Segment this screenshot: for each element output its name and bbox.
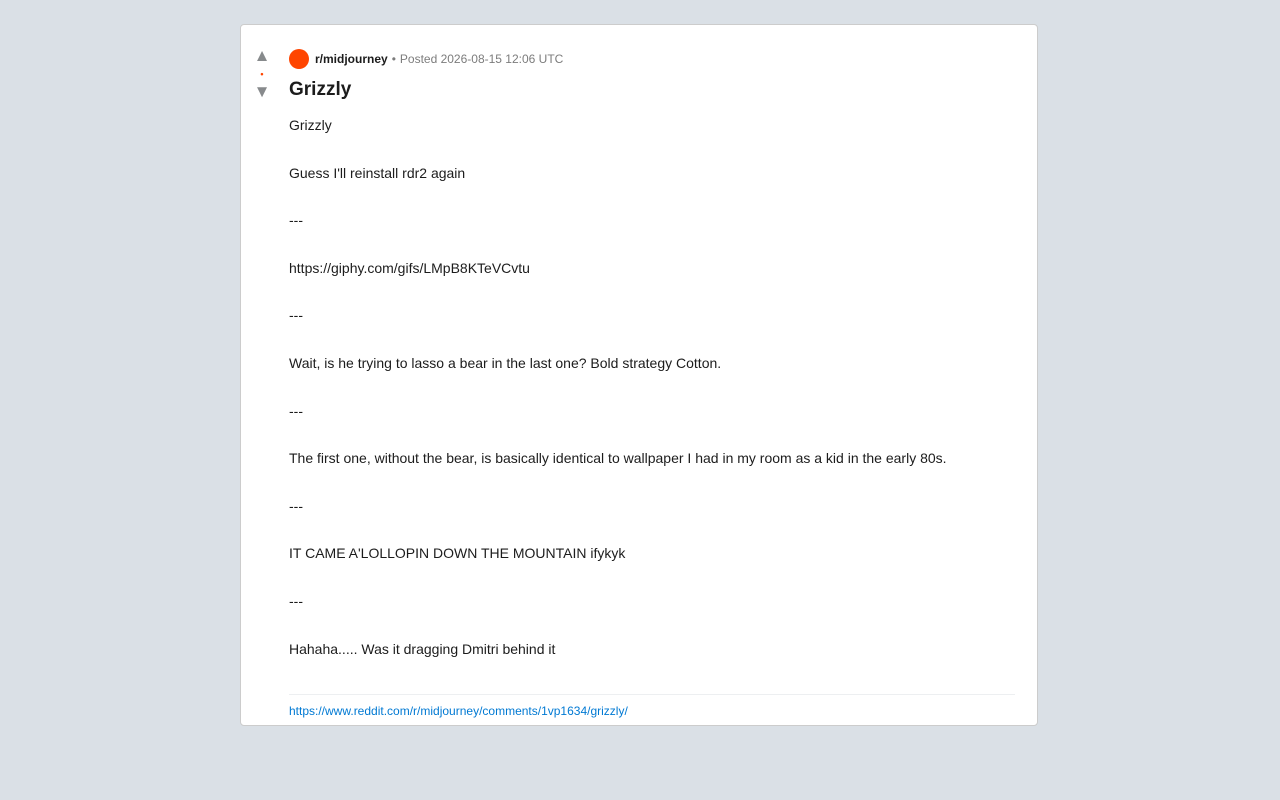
post-footer [289,694,1015,718]
body-paragraph: --- [289,497,303,514]
body-paragraph: --- [289,592,303,609]
body-paragraph: https://giphy.com/gifs/LMpB8KTeVCvtu [289,259,530,276]
posted-timestamp: Posted 2026-08-15 12:06 UTC [399,52,564,66]
post-title[interactable]: Grizzly [289,79,352,100]
downvote-arrow-icon[interactable]: ▼ [253,82,271,101]
vote-column [252,47,272,101]
meta-separator: • [391,52,396,66]
subreddit-link[interactable]: r/midjourney [315,52,388,66]
body-paragraph: Grizzly [289,117,332,133]
body-paragraph: The first one, without the bear, is basically identical to wallpaper I had in my room as a kid in the early 80s. [289,450,947,467]
post-meta [289,49,1015,69]
vote-score: • [260,69,264,79]
subreddit-avatar[interactable] [289,49,309,69]
body-paragraph: --- [289,307,303,324]
body-paragraph: IT CAME A'LOLLOPIN DOWN THE MOUNTAIN ifykyk [289,545,626,562]
body-paragraph: --- [289,402,303,419]
post-content [289,49,1015,718]
body-paragraph: Wait, is he trying to lasso a bear in the last one? Bold strategy Cotton. [289,354,722,371]
body-paragraph: --- [289,212,303,229]
post-body [289,115,1015,686]
permalink-link[interactable]: https://www.reddit.com/r/midjourney/comments/1vp1634/grizzly/ [289,704,628,719]
upvote-arrow-icon[interactable]: ▲ [253,46,271,65]
body-paragraph: Guess I'll reinstall rdr2 again [289,164,466,181]
body-paragraph: Hahaha..... Was it dragging Dmitri behind it [289,640,556,657]
post-card [240,24,1038,726]
